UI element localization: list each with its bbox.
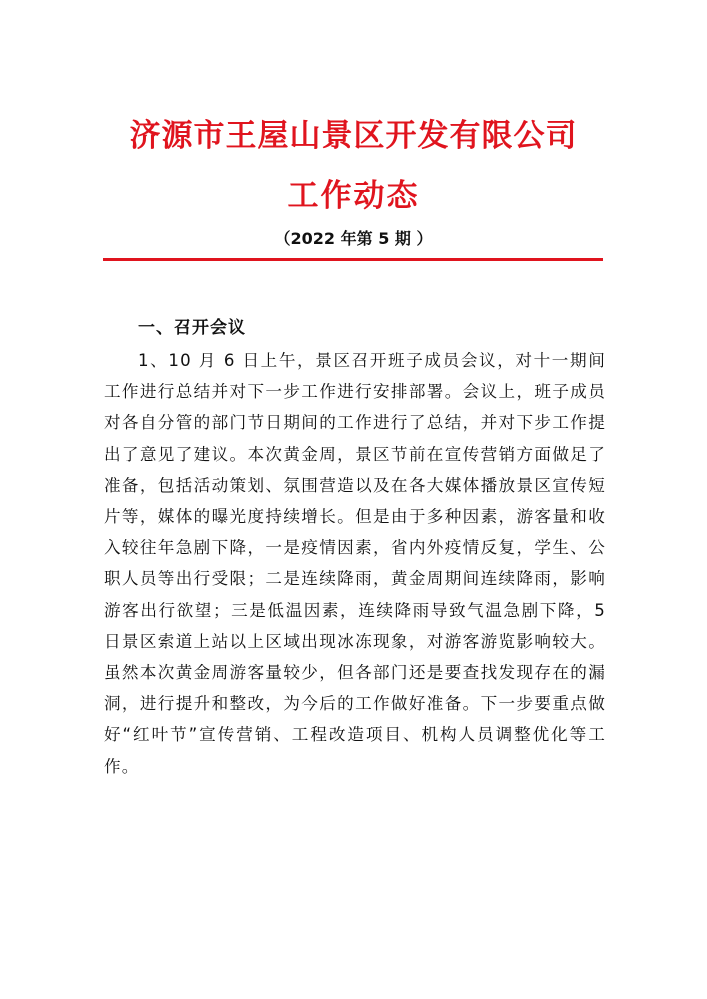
issue-number: （2022 年第 5 期 ）: [274, 229, 433, 248]
header-divider: [103, 258, 603, 261]
section-heading: 一、召开会议: [138, 318, 246, 338]
doc-title: 工作动态: [287, 178, 420, 214]
org-title: 济源市王屋山景区开发有限公司: [129, 118, 578, 154]
section-paragraph: 1、10 月 6 日上午，景区召开班子成员会议，对十一期间工作进行总结并对下一步工作进行安排部署。会议上，班子成员对各自分管的部门节日期间的工作进行了总结，并对下步工作提出了意见了建议。本次黄金周，景区节前在宣传营销方面做足了准备，包括活动策划、氛围营造以及在各大媒体播放景区宣传短片等，媒体的曝光度持续增长。但是由于多种因素，游客量和收入较往年急剧下降，一是疫情因素，省内外疫情反复，学生、公职人员等出行受限；二是连续降雨，黄金周期间连续降雨，影响游客出行欲望；三是低温因素，连续降雨导致气温急剧下降，5 日景区索道上站以上区域出现冰冻现象，对游客游览影响较大。虽然本次黄金周游客量较少，但各部门还是要查找发现存在的漏洞，进行提升和整改，为今后的工作做好准备。下一步要重点做好“红叶节”宣传营销、工程改造项目、机构人员调整优化等工作。: [104, 351, 606, 776]
